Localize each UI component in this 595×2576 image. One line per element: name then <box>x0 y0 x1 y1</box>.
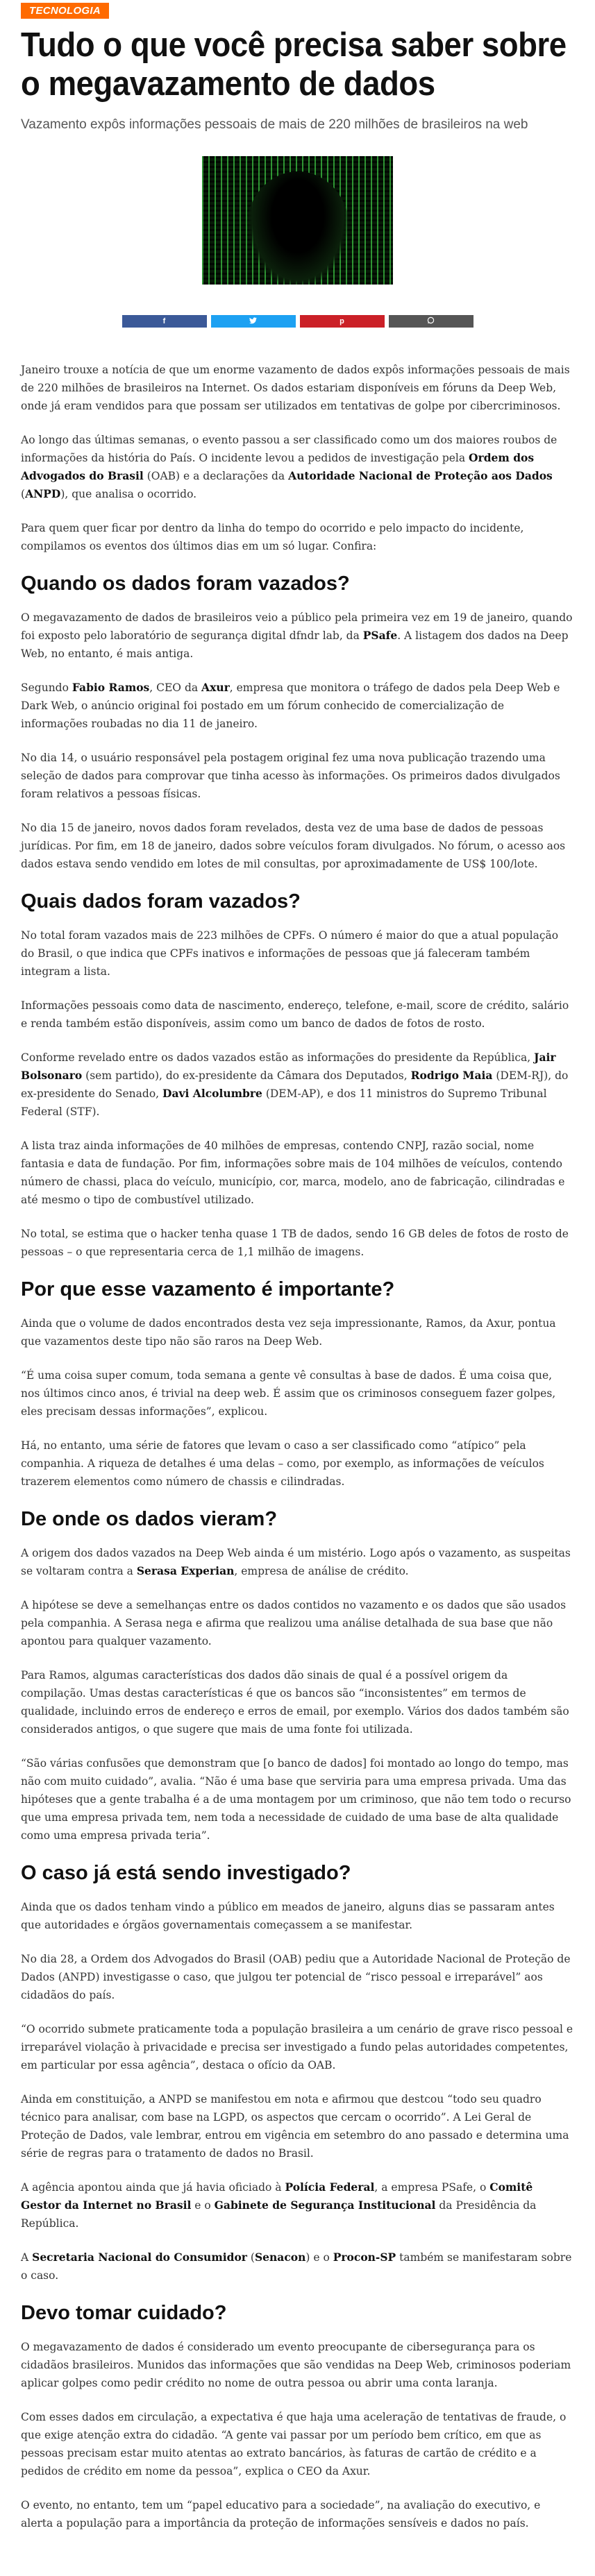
section-heading: Quais dados foram vazados? <box>21 890 301 913</box>
paragraph-text: , a empresa PSafe, o <box>374 2181 490 2194</box>
article-paragraph <box>21 431 574 503</box>
bold-text: Senacon <box>254 2251 306 2264</box>
paragraph-text: No dia 28, a Ordem dos Advogados do Brasil (OAB) pediu que a Autoridade Nacional de Proteção de Dados (ANPD) investigasse o caso, que julgou ter potencial de “risco pessoal e irreparável” aos cidadãos do país. <box>21 1953 571 2001</box>
paragraph-text: Há, no entanto, uma série de fatores que levam o caso a ser classificado como “atípico” pela companhia. A riqueza de detalhes é uma delas – como, por exemplo, as informações de veículos trazerem elementos como número de chassis e cilindradas. <box>21 1439 544 1488</box>
article-paragraph <box>21 2020 574 2074</box>
paragraph-text: “São várias confusões que demonstram que [o banco de dados] foi montado ao longo do tempo, mas não com muito cuidado”, avalia. “Não é uma base que serviria para uma empresa privada. Uma das hipóteses que a gente trabalha é a de uma montagem por um criminoso, que não tem todo o recurso que uma empresa privada tem, nem toda a necessidade de cuidado de uma base de alta qualidade como uma empresa privada teria”. <box>21 1757 571 1842</box>
article-paragraph <box>21 1225 574 1261</box>
paragraph-text: Para quem quer ficar por dentro da linha do tempo do ocorrido e pelo impacto do incidente, compilamos os eventos dos últimos dias em um só lugar. Confira: <box>21 522 524 552</box>
article-paragraph <box>21 1049 574 1121</box>
article-paragraph <box>21 361 574 415</box>
paragraph-text: Ainda que os dados tenham vindo a público em meados de janeiro, alguns dias se passaram antes que autoridades e órgãos governamentais começassem a se manifestar. <box>21 1901 555 1931</box>
article-paragraph <box>21 2178 574 2232</box>
article-paragraph <box>21 1544 574 1580</box>
paragraph-text: No dia 15 de janeiro, novos dados foram revelados, desta vez de uma base de dados de pessoas jurídicas. Por fim, em 18 de janeiro, dados sobre veículos foram divulgados. No fórum, o acesso aos dados estava sendo vendido em lotes de mil consultas, por aproximadamente de US$ 100/lote. <box>21 822 566 870</box>
article-paragraph <box>21 997 574 1033</box>
article-paragraph <box>21 1437 574 1491</box>
article-paragraph <box>21 749 574 803</box>
paragraph-text: Com esses dados em circulação, a expectativa é que haja uma aceleração de tentativas de fraude, o que exige atenção extra do cidadão. “A gente vai passar por um período bem crítico, em que as pessoas precisam estar muito atentas ao extrato bancários, às faturas de cartão de crédito e a pedidos de crédito em nome da pessoa”, explica o CEO da Axur. <box>21 2411 567 2477</box>
paragraph-text: ( <box>21 488 26 500</box>
paragraph-text: O megavazamento de dados de brasileiros veio a público pela primeira vez em 19 de janeiro, quando foi exposto pelo laboratório de segurança digital dfndr lab, da <box>21 611 573 642</box>
section-heading: Por que esse vazamento é importante? <box>21 1278 395 1300</box>
paragraph-text: “É uma coisa super comum, toda semana a gente vê consultas à base de dados. É uma coisa que, nos últimos cinco anos, é trivial na deep web. É assim que os criminosos conseguem fazer golpes, eles precisam dessas informações”, explicou. <box>21 1369 556 1418</box>
article-paragraph <box>21 819 574 873</box>
paragraph-text: No dia 14, o usuário responsável pela postagem original fez uma nova publicação trazendo uma seleção de dados para comprovar que tinha acesso às informações. Os primeiros dados divulgados foram relativos a pessoas físicas. <box>21 752 560 800</box>
bold-text: Secretaria Nacional do Consumidor <box>32 2251 247 2264</box>
article-paragraph <box>21 2338 574 2392</box>
article-paragraph <box>21 2496 574 2532</box>
bold-text: Comitê Gestor da Internet no Brasil <box>21 2180 533 2212</box>
facebook-icon: f <box>162 317 166 325</box>
paragraph-text: Ao longo das últimas semanas, o evento passou a ser classificado como um dos maiores roubos de informações da história do País. O incidente levou a pedidos de investigação pela <box>21 434 558 464</box>
paragraph-text: A lista traz ainda informações de 40 milhões de empresas, contendo CNPJ, razão social, nome fantasia e data de fundação. Por fim, informações sobre mais de 104 milhões de veículos, contendo número de chassi, placa do veículo, município, cor, marca, modelo, ano de fabricação, cilindradas e até mesmo o tipo de combustível utilizado. <box>21 1139 565 1206</box>
article-paragraph <box>21 1314 574 1350</box>
paragraph-text: “O ocorrido submete praticamente toda a população brasileira a um cenário de grave risco pessoal e irreparável violação à privacidade e precisa ser investigado a fundo pelas autoridades competentes, em particular por essa agência”, destaca o ofício da OAB. <box>21 2023 573 2071</box>
article-paragraph <box>21 1366 574 1421</box>
article-paragraph <box>21 1137 574 1209</box>
paragraph-text: (DEM-RJ), do ex-presidente do Senado, <box>21 1069 569 1100</box>
article-paragraph <box>21 1754 574 1845</box>
section-heading: O caso já está sendo investigado? <box>21 1862 351 1884</box>
pinterest-icon: p <box>340 317 344 325</box>
bold-text: Rodrigo Maia <box>410 1069 493 1082</box>
paragraph-text: Para Ramos, algumas características dos dados dão sinais de qual é a possível origem da compilação. Umas destas características é que os bancos são “inconsistentes” em termos de qualidade, incluindo erros de endereço e erros de email, por exemplo. Vários dos dados também são considerados antigos, o que sugere que mais de uma fonte foi utilizada. <box>21 1669 569 1736</box>
paragraph-text: (sem partido), do ex-presidente da Câmara dos Deputados, <box>82 1069 411 1082</box>
paragraph-text: No total foram vazados mais de 223 milhões de CPFs. O número é maior do que a atual população do Brasil, o que indica que CPFs inativos e informações de pessoas que já faleceram também integram a lista. <box>21 929 559 978</box>
category-badge[interactable]: TECNOLOGIA <box>21 3 109 19</box>
paragraph-text: (DEM-AP), e dos 11 ministros do Supremo Tribunal Federal (STF). <box>21 1087 547 1118</box>
section-heading: Devo tomar cuidado? <box>21 2302 227 2324</box>
article-paragraph <box>21 926 574 981</box>
share-facebook-button[interactable] <box>122 315 207 328</box>
paragraph-text: ), que analisa o ocorrido. <box>60 488 197 500</box>
bold-text: Polícia Federal <box>285 2180 375 2194</box>
paragraph-text: ( <box>246 2251 255 2264</box>
paragraph-text: A <box>21 2251 33 2264</box>
paragraph-text: O evento, no entanto, tem um “papel educativo para a sociedade”, na avaliação do executivo, e alerta a população para a importância da proteção de informações sensíveis e dados no país. <box>21 2499 541 2530</box>
subtitle: Vazamento expôs informações pessoais de mais de 220 milhões de brasileiros na web <box>21 117 528 132</box>
paragraph-text: A origem dos dados vazados na Deep Web ainda é um mistério. Logo após o vazamento, as suspeitas se voltaram contra a <box>21 1547 571 1577</box>
bold-text: Fabio Ramos <box>72 681 150 694</box>
paragraph-text: também se manifestaram sobre o caso. <box>21 2251 572 2282</box>
bold-text: Davi Alcolumbre <box>162 1087 262 1100</box>
section-heading: De onde os dados vieram? <box>21 1508 278 1530</box>
hero-image-container <box>21 156 574 287</box>
article-paragraph <box>21 2408 574 2480</box>
bold-text: Autoridade Nacional de Proteção aos Dados <box>288 469 553 482</box>
bold-text: Procon-SP <box>333 2251 396 2264</box>
paragraph-text: A agência apontou ainda que já havia oficiado à <box>21 2181 285 2194</box>
article-paragraph <box>21 679 574 733</box>
article-paragraph <box>21 2248 574 2285</box>
article-paragraph <box>21 1596 574 1650</box>
bold-text: Serasa Experian <box>136 1564 235 1577</box>
paragraph-text: No total, se estima que o hacker tenha quase 1 TB de dados, sendo 16 GB deles de fotos de rosto de pessoas – o que representaria cerca de 1,1 milhão de imagens. <box>21 1228 569 1258</box>
bold-text: Axur <box>201 681 230 694</box>
article-body <box>21 361 574 2532</box>
paragraph-text: , empresa de análise de crédito. <box>234 1565 409 1577</box>
paragraph-text: e o <box>191 2199 215 2212</box>
paragraph-text: ) e o <box>305 2251 333 2264</box>
bold-text: Ordem dos Advogados do Brasil <box>21 451 535 482</box>
bold-text: PSafe <box>362 629 398 642</box>
paragraph-text: A hipótese se deve a semelhanças entre os dados contidos no vazamento e os dados que são usados pela companhia. A Serasa nega e afirma que realizou uma análise detalhada de sua base que não apontou para qualquer vazamento. <box>21 1599 567 1647</box>
bold-text: ANPD <box>25 487 61 500</box>
paragraph-text: . A listagem dos dados na Deep Web, no entanto, é mais antiga. <box>21 629 569 660</box>
paragraph-text: Ainda em constituição, a ANPD se manifestou em nota e afirmou que destcou “todo seu quadro técnico para analisar, com base na LGPD, os aspectos que cercam o ocorrido”. A Lei Geral de Proteção de Dados, vale lembrar, entrou em vigência em setembro do ano passado e determina uma série de regras para o tratamento de dados no Brasil. <box>21 2093 569 2160</box>
hacker-matrix-image <box>202 156 393 285</box>
bold-text: Gabinete de Segurança Institucional <box>214 2198 436 2212</box>
paragraph-text: Informações pessoais como data de nascimento, endereço, telefone, e-mail, score de crédito, salário e renda também estão disponíveis, assim como um banco de dados de fotos de rosto. <box>21 999 569 1030</box>
paragraph-text: O megavazamento de dados é considerado um evento preocupante de cibersegurança para os cidadãos brasileiros. Munidos das informações que são vendidas na Deep Web, criminosos poderiam aplicar golpes como pedir crédito no nome de outra pessoa ou abrir uma conta laranja. <box>21 2341 571 2389</box>
section-heading: Quando os dados foram vazados? <box>21 573 350 595</box>
paragraph-text: Janeiro trouxe a notícia de que um enorme vazamento de dados expôs informações pessoais de mais de 220 milhões de brasileiros na Internet. Os dados estariam disponíveis em fóruns da Deep Web, onde já eram vendidos para que possam ser utilizados em tentativas de golpe por cibercriminosos. <box>21 364 570 412</box>
paragraph-text: , empresa que monitora o tráfego de dados pela Deep Web e Dark Web, o anúncio original foi postado em um fórum conhecido de comercialização de informações roubadas no dia 11 de janeiro. <box>21 681 560 730</box>
bold-text: Jair Bolsonaro <box>21 1051 556 1082</box>
paragraph-text: Segundo <box>21 681 72 694</box>
paragraph-text: (OAB) e a declarações da <box>143 470 289 482</box>
paragraph-text: , CEO da <box>149 681 202 694</box>
article-paragraph <box>21 1898 574 1934</box>
article-paragraph <box>21 519 574 555</box>
share-twitter-button[interactable] <box>211 315 296 328</box>
paragraph-text: da Presidência da República. <box>21 2199 537 2230</box>
whatsapp-icon <box>427 316 435 326</box>
paragraph-text: Conforme revelado entre os dados vazados estão as informações do presidente da República, <box>21 1051 535 1064</box>
twitter-icon <box>249 317 257 326</box>
paragraph-text: Ainda que o volume de dados encontrados desta vez seja impressionante, Ramos, da Axur, pontua que vazamentos deste tipo não são raros na Deep Web. <box>21 1317 556 1348</box>
share-bar <box>21 315 574 328</box>
headline: Tudo o que você precisa saber sobre o megavazamento de dados <box>21 26 567 103</box>
article-paragraph <box>21 1950 574 2004</box>
article-paragraph <box>21 1666 574 1738</box>
article-paragraph <box>21 2090 574 2162</box>
article-paragraph <box>21 609 574 663</box>
share-whatsapp-button[interactable] <box>389 315 474 328</box>
share-pinterest-button[interactable] <box>300 315 385 328</box>
